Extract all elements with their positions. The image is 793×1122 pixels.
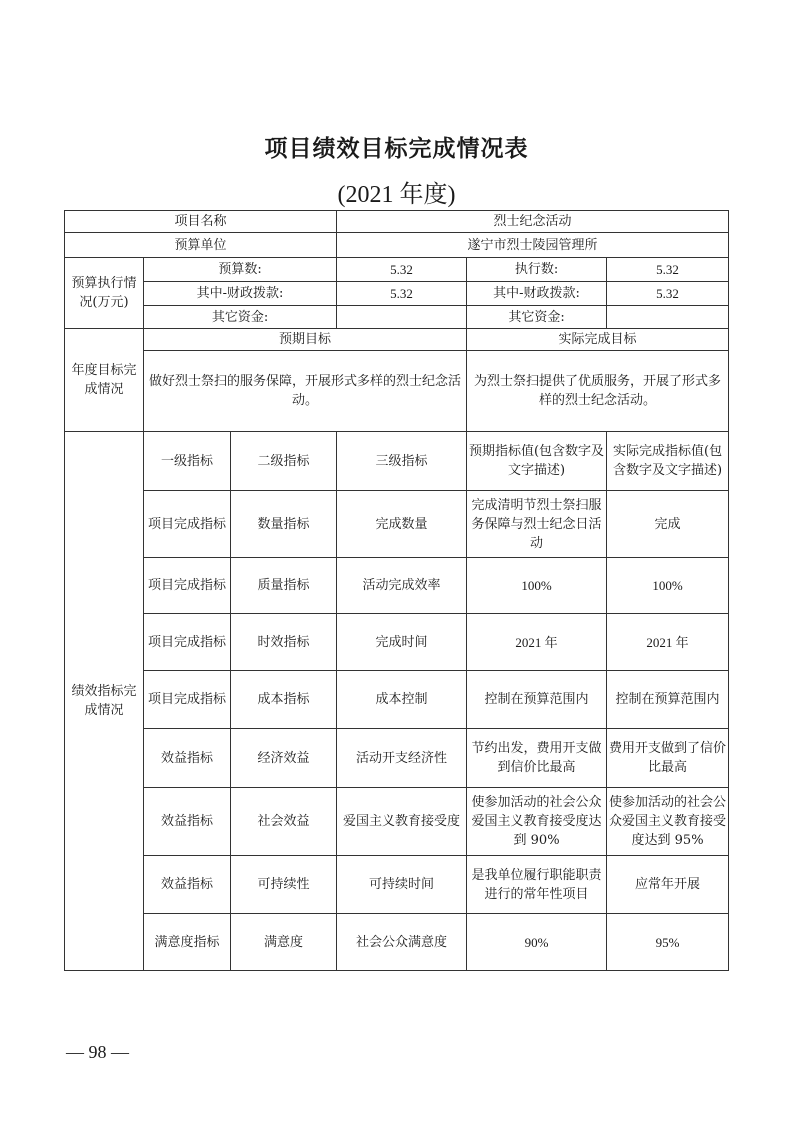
actual-cell: 控制在预算范围内	[607, 671, 729, 729]
annual-goal-label: 年度目标完成情况	[65, 329, 144, 432]
expected-goal-text: 做好烈士祭扫的服务保障，开展形式多样的烈士纪念活动。	[144, 351, 467, 432]
level1-cell: 项目完成指标	[144, 558, 231, 614]
level2-cell: 满意度	[231, 914, 337, 971]
indicator-row	[65, 614, 729, 671]
document-title: 项目绩效目标完成情况表	[264, 135, 529, 162]
fiscal-value-budget: 5.32	[337, 282, 467, 306]
table-row	[65, 258, 729, 282]
actual-cell: 100%	[607, 558, 729, 614]
actual-cell: 完成	[607, 491, 729, 558]
expected-cell: 90%	[467, 914, 607, 971]
level1-cell: 效益指标	[144, 729, 231, 788]
budget-unit-label: 预算单位	[65, 233, 337, 258]
table-row	[65, 282, 729, 306]
level1-cell: 项目完成指标	[144, 671, 231, 729]
actual-cell: 费用开支做到了信价比最高	[607, 729, 729, 788]
budget-amount-value: 5.32	[337, 258, 467, 282]
expected-goal-header: 预期目标	[144, 329, 467, 351]
indicator-row	[65, 914, 729, 971]
indicator-row	[65, 729, 729, 788]
level3-cell: 爱国主义教育接受度	[337, 788, 467, 856]
table-row	[65, 351, 729, 432]
other-funds-value-budget	[337, 306, 467, 329]
header-actual: 实际完成指标值(包含数字及文字描述)	[607, 432, 729, 491]
other-funds-value-executed	[607, 306, 729, 329]
actual-cell: 应常年开展	[607, 856, 729, 914]
level3-cell: 完成时间	[337, 614, 467, 671]
level2-cell: 社会效益	[231, 788, 337, 856]
level2-cell: 时效指标	[231, 614, 337, 671]
level1-cell: 项目完成指标	[144, 491, 231, 558]
indicator-row	[65, 788, 729, 856]
budget-exec-label: 预算执行情况(万元)	[65, 258, 144, 329]
expected-cell: 完成清明节烈士祭扫服务保障与烈士纪念日活动	[467, 491, 607, 558]
expected-cell: 节约出发，费用开支做到信价比最高	[467, 729, 607, 788]
level2-cell: 可持续性	[231, 856, 337, 914]
header-expected: 预期指标值(包含数字及文字描述)	[467, 432, 607, 491]
project-name-label: 项目名称	[65, 211, 337, 233]
indicator-row	[65, 491, 729, 558]
actual-cell: 使参加活动的社会公众爱国主义教育接受度达到 95%	[607, 788, 729, 856]
indicator-row	[65, 671, 729, 729]
level1-cell: 项目完成指标	[144, 614, 231, 671]
level1-cell: 满意度指标	[144, 914, 231, 971]
budget-amount-label: 预算数:	[144, 258, 337, 282]
actual-cell: 95%	[607, 914, 729, 971]
indicator-header-row	[65, 432, 729, 491]
document-subtitle: (2021 年度)	[337, 182, 456, 208]
table-row	[65, 233, 729, 258]
level2-cell: 质量指标	[231, 558, 337, 614]
header-level2: 二级指标	[231, 432, 337, 491]
table-row	[65, 329, 729, 351]
project-name-value: 烈士纪念活动	[337, 211, 729, 233]
budget-unit-value: 遂宁市烈士陵园管理所	[337, 233, 729, 258]
indicator-section-label: 绩效指标完成情况	[65, 432, 144, 971]
expected-cell: 控制在预算范围内	[467, 671, 607, 729]
fiscal-label-executed: 其中-财政拨款:	[467, 282, 607, 306]
header-level3: 三级指标	[337, 432, 467, 491]
expected-cell: 使参加活动的社会公众爱国主义教育接受度达到 90%	[467, 788, 607, 856]
level1-cell: 效益指标	[144, 856, 231, 914]
level3-cell: 完成数量	[337, 491, 467, 558]
indicator-row	[65, 558, 729, 614]
executed-amount-value: 5.32	[607, 258, 729, 282]
performance-table	[64, 210, 729, 971]
level3-cell: 活动开支经济性	[337, 729, 467, 788]
expected-cell: 2021 年	[467, 614, 607, 671]
level2-cell: 经济效益	[231, 729, 337, 788]
page-number: — 98 —	[66, 1042, 129, 1062]
executed-amount-label: 执行数:	[467, 258, 607, 282]
fiscal-value-executed: 5.32	[607, 282, 729, 306]
fiscal-label-budget: 其中-财政拨款:	[144, 282, 337, 306]
level3-cell: 成本控制	[337, 671, 467, 729]
header-level1: 一级指标	[144, 432, 231, 491]
expected-cell: 是我单位履行职能职责进行的常年性项目	[467, 856, 607, 914]
other-funds-label-executed: 其它资金:	[467, 306, 607, 329]
actual-cell: 2021 年	[607, 614, 729, 671]
indicator-row	[65, 856, 729, 914]
other-funds-label-budget: 其它资金:	[144, 306, 337, 329]
level3-cell: 活动完成效率	[337, 558, 467, 614]
level3-cell: 社会公众满意度	[337, 914, 467, 971]
actual-goal-header: 实际完成目标	[467, 329, 729, 351]
table-row	[65, 306, 729, 329]
level2-cell: 成本指标	[231, 671, 337, 729]
level2-cell: 数量指标	[231, 491, 337, 558]
expected-cell: 100%	[467, 558, 607, 614]
level1-cell: 效益指标	[144, 788, 231, 856]
table-row	[65, 211, 729, 233]
actual-goal-text: 为烈士祭扫提供了优质服务，开展了形式多样的烈士纪念活动。	[467, 351, 729, 432]
level3-cell: 可持续时间	[337, 856, 467, 914]
